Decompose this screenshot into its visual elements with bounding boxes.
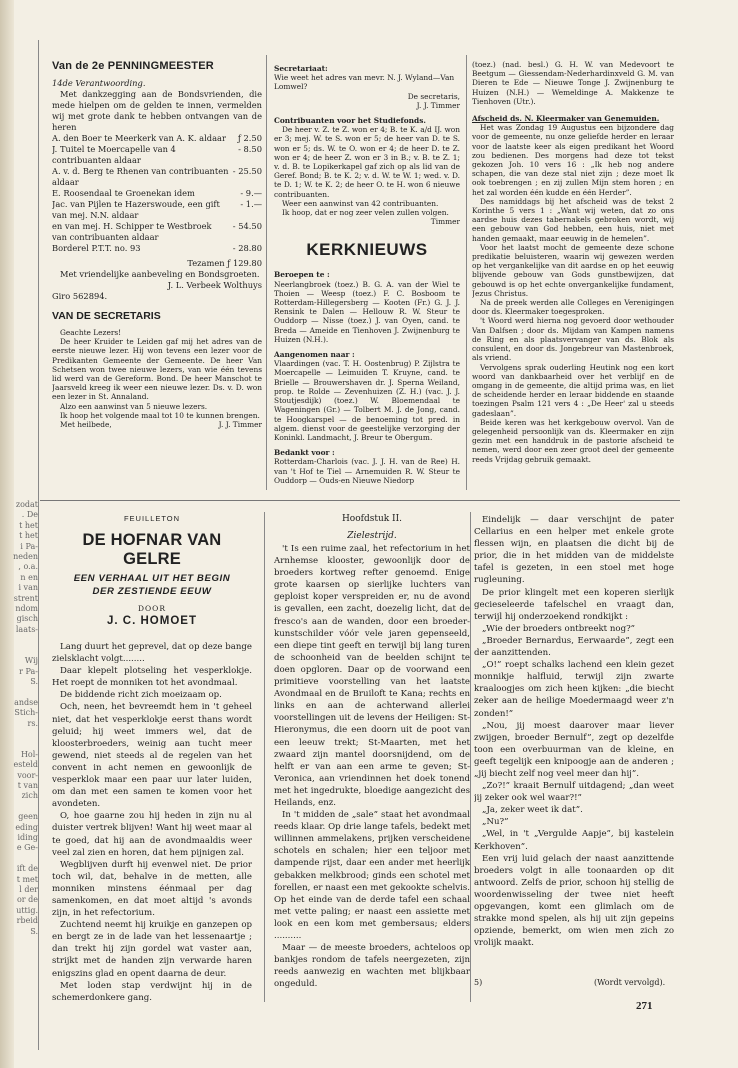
- giro-number: Giro 562894.: [52, 291, 108, 301]
- fringe-line: zodat: [15, 500, 38, 509]
- fringe-line: [0, 802, 38, 812]
- penningmeester-signature: J. L. Verbeek Wolthuys: [167, 280, 262, 290]
- verantwoording-subtitle: 14de Verantwoording.: [52, 78, 146, 88]
- fringe-line: laats-: [15, 624, 38, 634]
- donation-amount: - 25.50: [232, 166, 262, 176]
- fringe-line: r Pa-: [19, 666, 38, 676]
- novel-title: DE HOFNAR VAN GELRE: [82, 531, 222, 568]
- feuilleton-paragraph-2: Daar klepelt plotseling het vesperklokje. Het roept de monniken tot het avondmaal.: [52, 666, 252, 689]
- penningmeester-intro: Met dankzegging aan de Bondsvrienden, die mede hielpen om de gelden te innen, vermelden wij met grote dank te hebben ontvangen van de heren: [52, 89, 262, 132]
- adjacent-page-fringe: [0, 500, 38, 937]
- hoofdstuk-column: [274, 514, 470, 994]
- feuilleton-paragraph-6: Wegblijven durft hij evenwel niet. De prior toch wil, dat, behalve in de metten, alle monniken minstens éénmaal per dag samenkomen, en dat moet altijd 's avonds zijn, in het refectorium.: [52, 859, 252, 919]
- studiefonds-signature: Timmer: [430, 217, 460, 227]
- fringe-line: [0, 729, 38, 739]
- beroepen-text: Neerlangbroek (toez.) B. G. A. van der Wiel te Thoien — Weesp (toez.) F. C. Bosboom te Rotterdam-Hillegersberg — Kooten (Fr.) G. J. J. Rensink te Dalen — Hellouw R. W. Steur te Ouddorp — Nisse (toez.) J. van Oyen, cand. te Breda — Ameide en Tienhoven J. Zwijnenburg te Huizen (N.H.).: [274, 279, 460, 344]
- fringe-line: gisch: [16, 614, 38, 624]
- fringe-line: i van: [18, 583, 38, 593]
- donation-total: Tezamen ƒ 129.80: [187, 258, 262, 268]
- column-1-top: [52, 60, 262, 490]
- chapter-number: 5): [474, 978, 483, 987]
- fringe-line: eding: [15, 822, 38, 832]
- novel-subtitle-2: DER ZESTIENDE EEUW: [92, 585, 212, 597]
- story-paragraph-7: „Zo?!” kraait Bernulf uitdagend; „dan weet jij zeker ook wel waar?!”: [474, 781, 674, 804]
- donation-description: A. den Boer te Meerkerk van A. K. aldaar: [52, 133, 226, 143]
- donation-entry: [52, 133, 262, 144]
- column-rule-2: [466, 55, 467, 490]
- fringe-line: i Pa-: [20, 541, 38, 551]
- donation-description: E. Roosendaal te Groenekan idem: [52, 188, 195, 198]
- column-2-top: [274, 60, 460, 490]
- column-rule-4: [470, 512, 471, 1002]
- story-paragraph-6: „Nou, jij moest daarover maar liever zwijgen, broeder Bernulf”, zegt op dezelfde toon een overbuurman van de kleine, en geeft tegelijk een knipoogje aan de anderen ; „jij biecht zelf nog veel meer dan hij”.: [474, 720, 674, 779]
- feuilleton-label: FEUILLETON: [123, 514, 181, 523]
- studiefonds-line3: Ik hoop, dat er nog zeer velen zullen volgen.: [282, 208, 449, 218]
- story-paragraph-4: „Broeder Bernardus, Eerwaarde”, zegt een der aanzittenden.: [474, 635, 674, 659]
- fringe-line: [0, 687, 38, 697]
- story-paragraph-3: „Wie der broeders ontbreekt nog?”: [482, 623, 636, 634]
- afscheid-paragraph-7: Beide keren was het kerkgebouw overvol. Van de gelegenheid persoonlijk van ds. Kleermaker en zijn gezin met een handdruk in de pastorie afscheid te nemen, werd door een zeer groot deel der gemeente reeds Vrijdag gebruik gemaakt.: [472, 417, 674, 464]
- afscheid-heading: Afscheid ds. N. Kleermaker van Genemuiden.: [472, 114, 660, 124]
- fringe-line: Wij: [24, 656, 38, 666]
- kerknieuws-heading: KERKNIEUWS: [306, 240, 428, 260]
- secretaris-heading: VAN DE SECRETARIS: [52, 310, 161, 322]
- story-paragraph-5: „O!” roept schalks lachend een klein gezet monnikje halfluid, terwijl zijn zwarte kraaloogjes om zich heen kijken: „die biecht zeker aan de heilige Moedermaagd weer z'n zonden!”: [474, 660, 674, 719]
- donation-amount: - 54.50: [232, 221, 262, 231]
- story-paragraph-2: De prior klingelt met een koperen sierlijk gecieseleerde tafelschel en vraagt dan, terwijl hij onderzoekend rondkijkt :: [474, 587, 674, 622]
- story-paragraph-9: „Nu?”: [482, 817, 509, 828]
- studiefonds-line2: Weer een aanwinst van 42 contribuanten.: [282, 198, 439, 208]
- fringe-line: [0, 646, 38, 656]
- story-paragraph-1: Eindelijk — daar verschijnt de pater Cellarius en een helper met enkele grote flessen wijn, en plaatsen die dicht bij de prior, die in het midden van de middelste tafel is gezeten, in een stoel met hoge rugleuning.: [474, 515, 674, 586]
- feuilleton-paragraph-3: De biddende richt zich moeizaam op.: [60, 690, 222, 701]
- secretariaat-heading: Secretariaat:: [274, 64, 328, 73]
- column-rule-3: [264, 512, 265, 1002]
- page-number: 271: [636, 1000, 653, 1012]
- feuilleton-paragraph-5: O, hoe gaarne zou hij heden in zijn nu al duister vertrek blijven! Want hij weet maar al te goed, dat hij aan de avondmaaldis weer veel zal zien en horen, dat hem pijnigen zal.: [52, 811, 252, 858]
- secretaris-signoff: [52, 420, 262, 429]
- fringe-line: ift de: [16, 864, 38, 874]
- donation-description: Jac. van Pijlen te Hazerswoude, een gift van mej. N.N. aldaar: [52, 199, 220, 220]
- afscheid-paragraph-3: Voor het laatst mocht de gemeente deze schone predikatie beluisteren, waarin wij gewezen werden op het vergankelijke van dit aardse en op het eeuwig blijvende gebouw van Gods gunstbewijzen, dat gebouwd is op het echte onvergankelijke fundament, Jezus Christus.: [472, 242, 674, 298]
- wordt-vervolgd: (Wordt vervolgd).: [594, 978, 666, 987]
- secretaris-closing: Met heilbede,: [60, 420, 112, 430]
- novel-author: J. C. HOMOET: [107, 615, 197, 627]
- afscheid-paragraph-2: Des namiddags bij het afscheid was de tekst 2 Korinthe 5 vers 1 : „Want wij weten, dat zo ons aardse huis dezes tabernakels gebroken wordt, wij een gebouw van God hebben, een huis, niet met handen gemaakt, maar eeuwig in de hemelen”.: [472, 196, 674, 243]
- section-divider: [40, 500, 680, 501]
- studiefonds-body: De heer v. Z. te Z. won er 4; B. te K. a/d IJ. won er 3; mej. W. te S. won er 5; de heer van D. te S. won er 5; ds. W. te O. won er 4; de heer D. te Z. won er 4; de heer Z. won er 3 in B.; v. B. te Z. 1; v. d. B. te Lopikerkapel gaf zich op als lid van de Geref. Bond; B. te K. 2; v. d. W. te W. 1; wed. v. D. te D. 1; W. te K. 2; de heer O. te H. won 6 nieuwe contribuanten.: [274, 125, 460, 199]
- afscheid-paragraph-6: Vervolgens sprak ouderling Heutink nog een kort woord van dankbaarheid over het verblijf en de omgang in de gemeente, die altijd prima was, en liet de scheidende herder en leraar biddende en staande toezingen Psalm 121 vers 4 : „De Heer' zal u steeds gadeslaan”.: [472, 362, 674, 418]
- donation-entry: [52, 166, 262, 188]
- afscheid-paragraph-4: Na de preek werden alle Colleges en Verenigingen door ds. Kleermaker toegesproken.: [472, 298, 674, 317]
- fringe-line: Stich-: [14, 708, 38, 718]
- fringe-line: [0, 635, 38, 645]
- aangenomen-text: Vlaardingen (vac. T. H. Oostenbrug) P. Zijlstra te Moercapelle — Leimuiden T. Kruyne, cand. te Brielle — Brouwershaven dr. J. Sperna Weiland, prop. te Rolde — Zevenhuizen (Z. H.) (vac. J. J. Stoutjesdijk) (toez.) W. Bloemendaal te Wageningen (Gr.) — Tolbert M. J. de Jong, cand. te Hoogkarspel — de benoeming tot pred. in algem. dienst voor de geestelijke verzorging der Koninkl. Landmacht, J. Breur te Obergum.: [274, 359, 460, 442]
- donation-entry: [52, 144, 262, 166]
- fringe-line: neden: [13, 552, 38, 562]
- feuilleton-column: [52, 514, 252, 1004]
- donation-description: J. Tuitel te Moercapelle van 4 contribuanten aldaar: [52, 144, 176, 165]
- column-rule-1: [266, 55, 267, 490]
- feuilleton-paragraph-7: Zuchtend neemt hij kruikje en ganzepen op en bergt ze in de lade van het lessenaartje ; dan trekt hij zijn gordel wat vaster aan, strijkt met de handen zijn verwarde haren enigszins glad en opent daarna de deur.: [52, 920, 252, 979]
- donation-amount: - 1.—: [240, 199, 262, 209]
- secretaris-body: De heer Kruider te Leiden gaf mij het adres van de eerste nieuwe lezer. Hij won tevens een lezer voor de Predikanten Gemeente der Gemeente. De heer Van Schetsen won twee nieuwe lezers, van wie één tevens lid werd van de Gereform. Bond. De heer Manschot te Jaarsveld kreeg ik weer een nieuwe lezer. Ds. v. D. won een lezer in St. Annaland.: [52, 337, 262, 402]
- donation-amount: - 9.—: [240, 188, 262, 198]
- hoofdstuk-paragraph-3: Maar — de meeste broeders, achteloos op bankjes rondom de tafels neergezeten, zijn reeds aanwezig en wachten met blijkbaar ongeduld.: [274, 943, 470, 990]
- penningmeester-heading: Van de 2e PENNINGMEESTER: [52, 60, 214, 72]
- story-paragraph-8: „Ja, zeker weet ik dat”.: [482, 805, 583, 816]
- fringe-line: andse: [14, 697, 38, 707]
- fringe-line: rbeid: [16, 916, 38, 926]
- fringe-line: uttig.: [16, 905, 38, 915]
- novel-subtitle-1: EEN VERHAAL UIT HET BEGIN: [73, 573, 231, 584]
- fringe-line: Hol-: [20, 749, 38, 759]
- secretariaat-role: De secretaris,: [407, 91, 460, 101]
- donation-entry: [52, 243, 262, 254]
- fringe-line: ndom: [15, 604, 38, 614]
- donation-entry: [52, 221, 262, 243]
- fringe-line: zich: [21, 791, 38, 801]
- donation-amount: ƒ 2.50: [237, 133, 262, 143]
- feuilleton-paragraph-4: Och, neen, het bevreemdt hem in 't geheel niet, dat het vesperklokje eerst thans wordt geluid; hij weet immers wel, dat de kloosterbroeders, weinig aan tucht meer gewend, niet steeds al de regelen van het convent in acht nemen en gewoonlijk de vesperklok maar een paar uur later luiden, om dan met een samen te komen voor het avondeten.: [52, 702, 252, 810]
- hoofdstuk-paragraph-1: 't Is een ruime zaal, het refectorium in het Arnhemse klooster, gewoonlijk door de broeders kortweg refter genoemd. Enige grote kaarsen op sierlijke luchters van geploist koper verspreiden er, nu de avond is gevallen, een zacht, doezelig licht, dat de fresco's aan de wanden, door een broeder-kunstschilder vóór vele jaren gepenseeld, een diepe tint geeft en terwijl bij lang turen de schoonheid van de beelden schijnt te doen opgloren. Daar op de voorwand een primitieve voorstelling van het laatste Avondmaal en de Bruiloft te Kana; rechts en links en aan de achterwand allerlei voorstellingen uit de levens der Heiligen: St-Hieronymus, die een doorn uit de poot van een leeuw trekt; St-Maarten, met het zwaard zijn mantel doorsnijdend, om de helft er van aan een arme te geven; St-Veronica, aan vriendinnen het doek tonend met het ingedrukte, bloedige aangezicht des Heilands, enz.: [274, 544, 470, 808]
- fringe-line: t van: [17, 780, 38, 790]
- column-3-top: [472, 60, 674, 490]
- fringe-line: S.: [30, 676, 38, 686]
- feuilleton-paragraph-1: Lang duurt het geprevel, dat op deze bange zielsklacht volgt........: [52, 642, 252, 665]
- fringe-line: n en: [20, 572, 38, 582]
- left-border-rule: [38, 40, 39, 1050]
- fringe-line: . De: [21, 510, 38, 520]
- feuilleton-paragraph-8: Met loden stap verdwijnt hij in de schemerdonkere gang.: [52, 980, 252, 1003]
- afscheid-paragraph-5: 't Woord werd hierna nog gevoerd door wethouder Van Dalfsen ; door ds. Mijdam van Kampen namens de Ring en als plaatsvervanger van ds. Blok als consulent, en door ds. Jongebreur van Mastenbroek, als vriend.: [472, 316, 674, 363]
- donation-list: [52, 133, 262, 254]
- donation-description: Borderel P.T.T. no. 93: [52, 243, 141, 253]
- fringe-line: S.: [30, 926, 38, 936]
- penningmeester-closing: Met vriendelijke aanbeveling en Bondsgroeten.: [60, 269, 260, 279]
- fringe-line: iding: [17, 833, 38, 842]
- donation-amount: - 8.50: [238, 144, 262, 154]
- donation-description: A. v. d. Berg te Rhenen van contribuanten aldaar: [52, 166, 229, 187]
- fringe-line: [0, 739, 38, 749]
- kerknieuws-continuation: (toez.) (nad. besl.) G. H. W. van Medevoort te Beetgum — Giessendam-Nederhardinxveld G. M. van Dieren te Ede — Nieuwe Tonge J. Zwijnenburg te Huizen (N.H.) — Wemeldinge A. Makkenze te Tienhoven (Utr.).: [472, 60, 674, 106]
- fringe-line: [0, 854, 38, 864]
- secretaris-signature: J. J. Timmer: [218, 420, 262, 430]
- fringe-line: strent: [13, 593, 38, 603]
- door-label: DOOR: [138, 604, 166, 613]
- fringe-line: t met: [16, 874, 38, 884]
- fringe-line: e Ge-: [16, 843, 38, 853]
- chapter-title: Hoofdstuk II.: [341, 514, 403, 524]
- fringe-line: l der: [19, 885, 38, 895]
- chapter-subtitle: Zielestrijd.: [347, 531, 397, 541]
- fringe-line: , o.a.: [18, 562, 38, 572]
- bedankt-text: Rotterdam-Charlois (vac. J. J. H. van de Ree) H. van 't Hof te Tiel — Arnemuiden R. W. Steur te Ouddorp — Ouds-en Nieuwe Niedorp: [274, 457, 460, 485]
- secretaris-line3: Ik hoop het volgende maal tot 10 te kunnen brengen.: [60, 410, 260, 420]
- story-paragraph-11: Een vrij luid gelach der naast aanzittende broeders volgt in alle toonaarden op dit antwoord. Zelfs de prior, schoon hij stellig de woordenwisseling der twee niet heeft opgevangen, komt een glimlach om de strakke mond spelen, als hij uit zijn gepeins opziende, bemerkt, om wien men zich zo vrolijk maakt.: [474, 853, 674, 949]
- fringe-line: t het: [19, 531, 38, 541]
- fringe-line: t het: [19, 520, 38, 530]
- fringe-line: rs.: [27, 718, 38, 728]
- story-continuation-column: [474, 514, 674, 974]
- studiefonds-heading: Contribuanten voor het Studiefonds.: [274, 116, 426, 126]
- donation-description: en van mej. H. Schipper te Westbroek van contribuanten aldaar: [52, 221, 212, 242]
- fringe-line: geen: [18, 812, 38, 822]
- secretaris-line2: Alzo een aanwinst van 5 nieuwe lezers.: [60, 401, 208, 411]
- bedankt-label: Bedankt voor :: [274, 448, 335, 458]
- secretariaat-text: Wie weet het adres van mevr. N. J. Wyland—Van Lomwel?: [274, 73, 455, 92]
- donation-entry: [52, 199, 262, 221]
- fringe-line: or de: [16, 895, 38, 905]
- afscheid-paragraph-1: Het was Zondag 19 Augustus een bijzondere dag voor de gemeente, nu onze geliefde herder en leraar voor de laatste keer als eigen predikant het Woord zou bedienen. Des morgens had deze tot tekst gekozen Joh. 10 vers 16 : „Ik heb nog andere schapen, die van deze stal niet zijn ; deze moet Ik ook toebrengen ; en zij zullen Mijn stem horen ; en het zal worden één kudde en één Herder”.: [472, 123, 674, 197]
- donation-entry: [52, 188, 262, 199]
- secretaris-greeting: Geachte Lezers!: [60, 328, 122, 337]
- fringe-line: voor-: [17, 770, 38, 780]
- aangenomen-label: Aangenomen naar :: [274, 350, 355, 360]
- beroepen-label: Beroepen te :: [274, 270, 330, 280]
- donation-amount: - 28.80: [232, 243, 262, 253]
- story-paragraph-10: „Wel, in 't „Vergulde Aapje”, bij kastelein Kerkhoven”.: [474, 829, 674, 852]
- secretariaat-name: J. J. Timmer: [416, 100, 460, 110]
- hoofdstuk-paragraph-2: In 't midden de „sale” staat het avondmaal reeds klaar. Op drie lange tafels, bedekt met willinnen ammelakens, prijken verscheidene schotels en schalen; hier een teljoor met dampende rijst, daar een ander met heerlijk gebakken melkbrood; ginds een schotel met forellen, er naast een met gekookte schelvis. Op het einde van de derde tafel een schaal met vette paling; er naast een assiette met look en een kom met gembersaus; elders ..........: [274, 810, 470, 941]
- fringe-line: esteld: [13, 760, 38, 770]
